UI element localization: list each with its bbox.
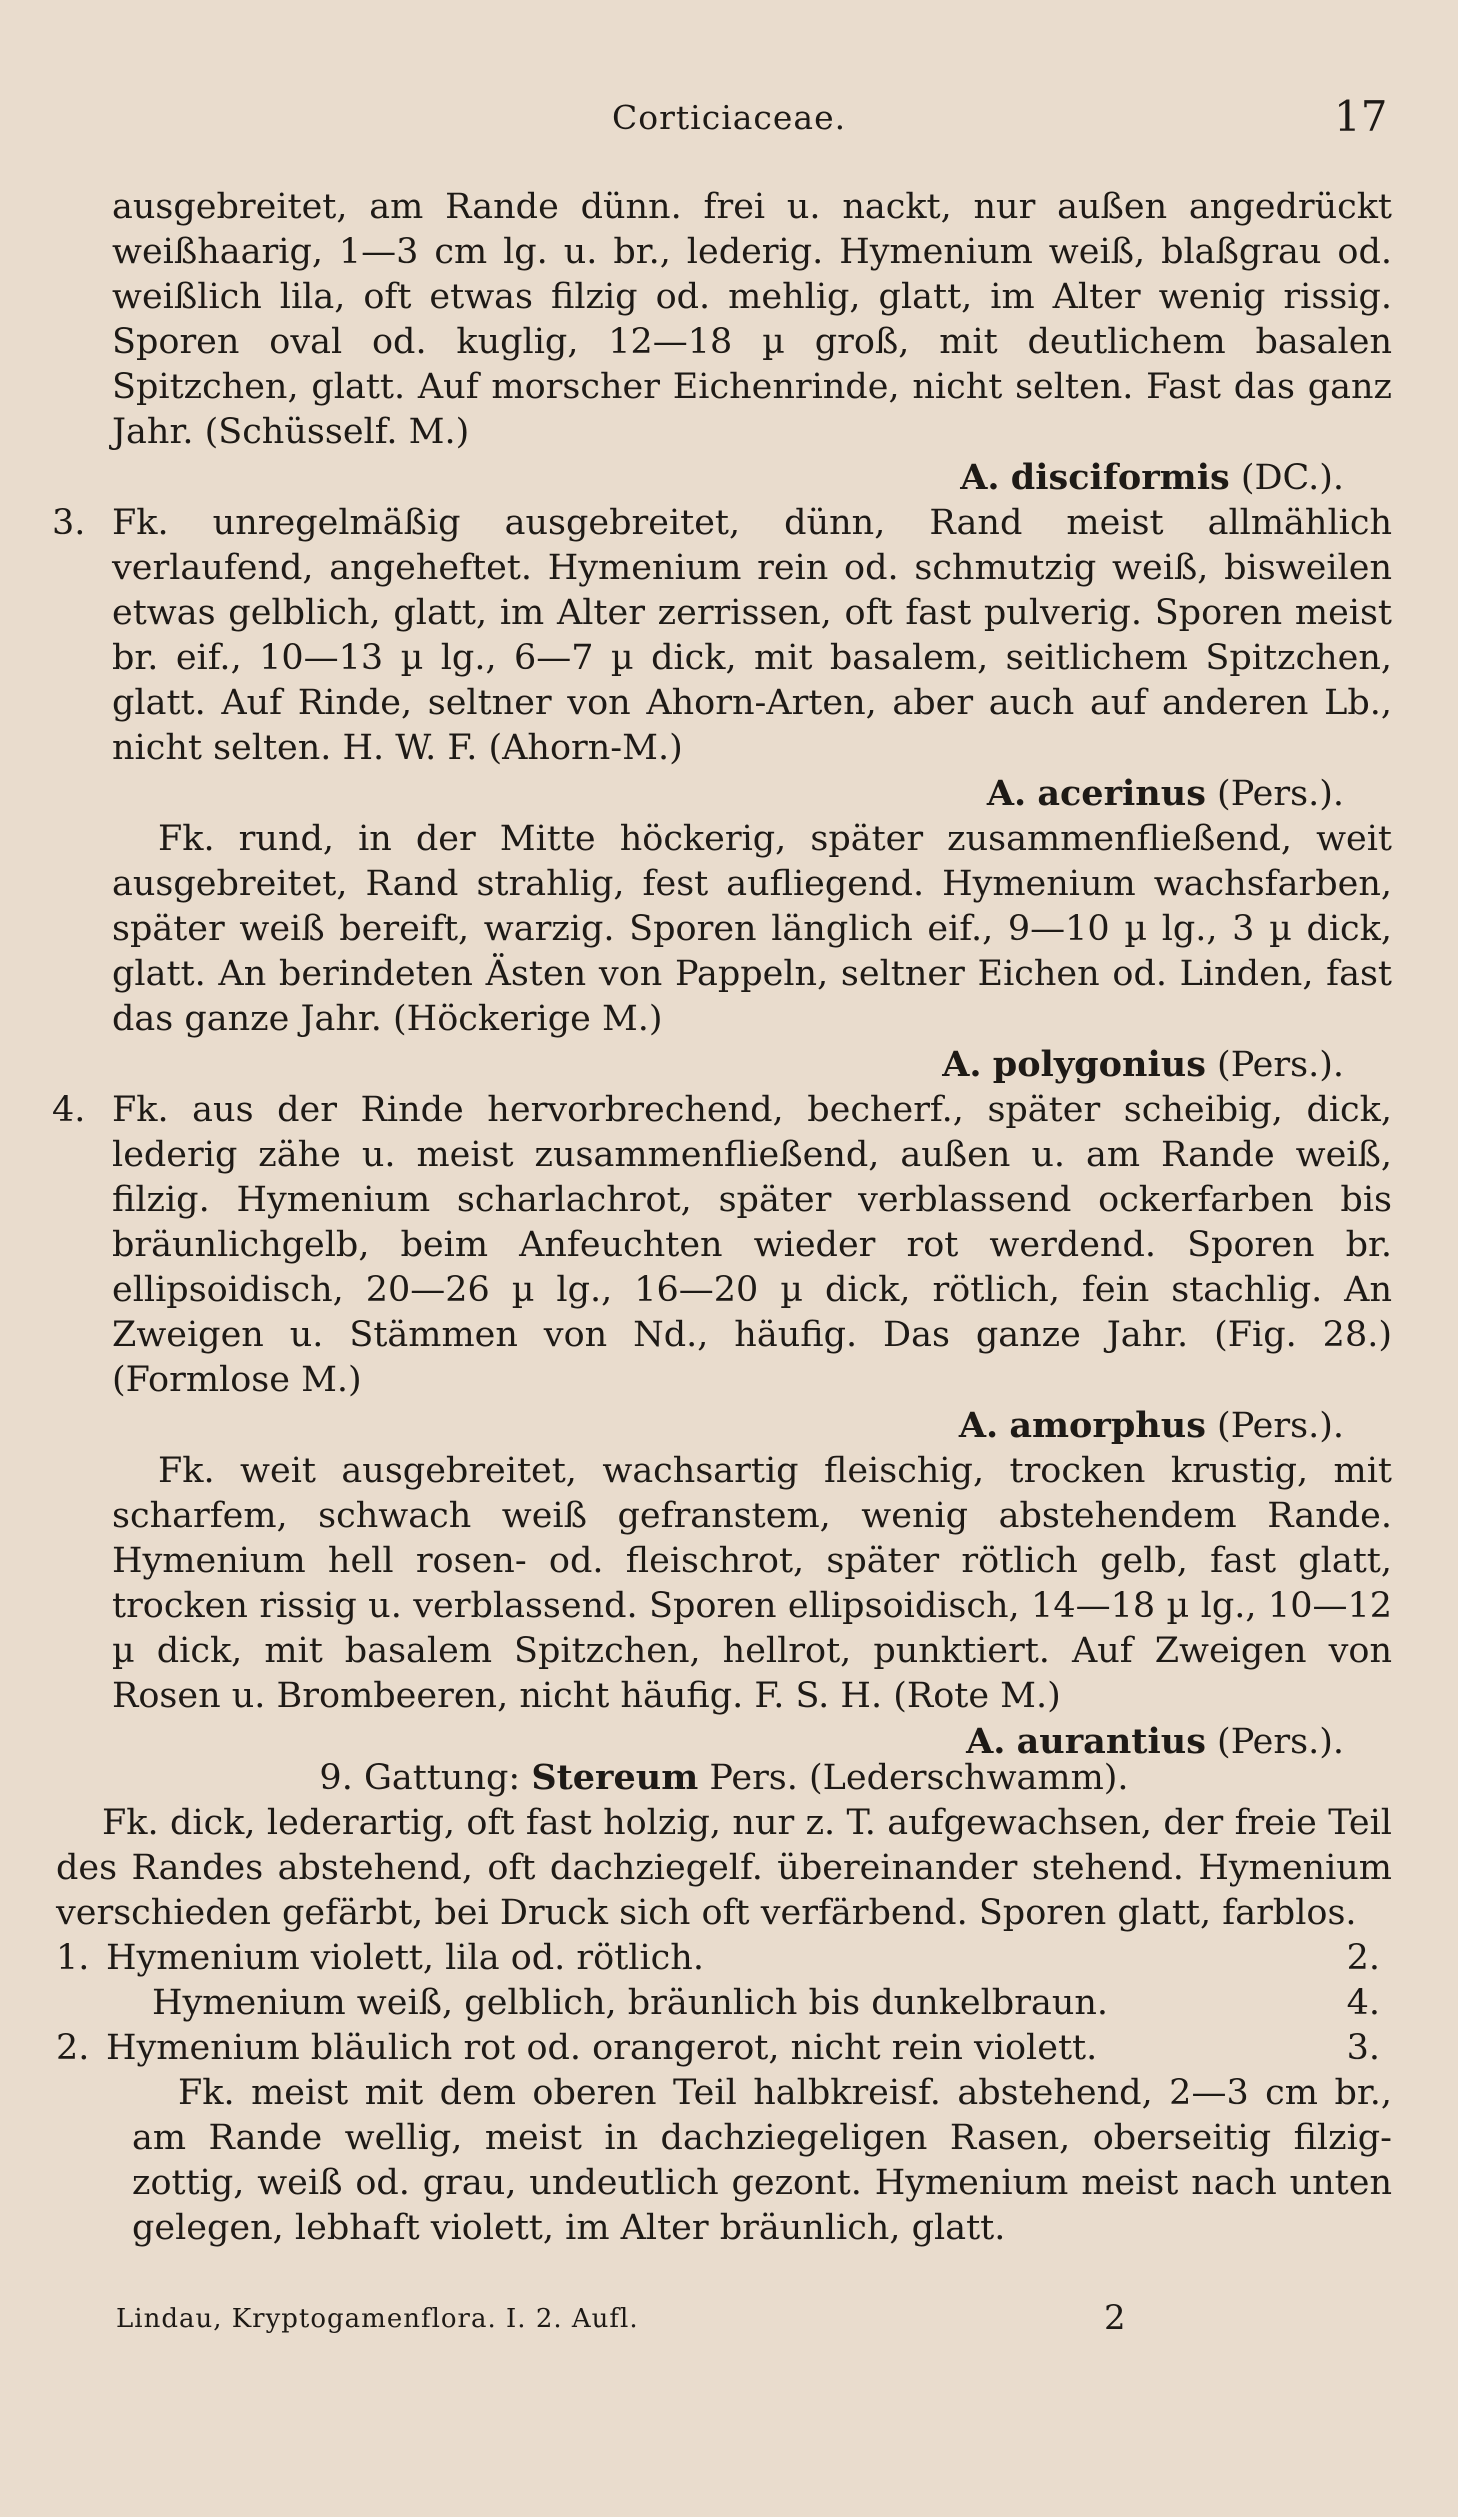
- key-number: 3.: [52, 503, 86, 543]
- key-reference: 3.: [1346, 2028, 1380, 2068]
- species-genus: A.: [942, 1044, 982, 1085]
- species-epithet: disciformis: [1010, 457, 1230, 498]
- key-reference: 2.: [1346, 1938, 1380, 1978]
- paragraph-text: Fk. weit ausgebreitet, wachsartig fleischig, trocken krustig, mit scharfem, schwach weiß gefranstem, wenig abstehendem Rande. Hymenium hell rosen- od. fleischrot, später rötlich gelb, fast glatt, trocken rissig u. verblassend. Sporen ellipsoidisch, 14—18 µ lg., 10—12 µ dick, mit basalem Spitzchen, hellrot, punktiert. Auf Zweigen von Rosen u. Brombeeren, nicht häufig. F. S. H. (Rote M.): [112, 1451, 1392, 1716]
- signature-mark: 2: [1104, 2298, 1127, 2338]
- running-title: Corticiaceae.: [612, 98, 847, 137]
- species-author: (Pers.).: [1217, 774, 1344, 814]
- last-paragraph-text: Fk. meist mit dem oberen Teil halbkreisf. abstehend, 2—3 cm br., am Rande wellig, meist in dachziegeligen Rasen, oberseitig filzig-zottig, weiß od. grau, undeutlich gezont. Hymenium meist nach unten gelegen, lebhaft violett, im Alter bräunlich, glatt.: [132, 2073, 1392, 2248]
- key-text: Hymenium weiß, gelblich, bräunlich bis dunkelbraun.: [152, 1983, 1109, 2023]
- paragraph-text: ausgebreitet, am Rande dünn. frei u. nackt, nur außen angedrückt weißhaarig, 1—3 cm lg. u. br., lederig. Hymenium weiß, blaßgrau od. weißlich lila, oft etwas filzig od. mehlig, glatt, im Alter wenig rissig. Sporen oval od. kuglig, 12—18 µ groß, mit deutlichem basalen Spitzchen, glatt. Auf morscher Eichenrinde, nicht selten. Fast das ganz Jahr. (Schüsself. M.): [112, 187, 1392, 452]
- page-footer: [116, 2298, 1216, 2348]
- key-number: 4.: [52, 1090, 86, 1130]
- species-name-amorphus: [112, 1403, 1392, 1449]
- key-line-1b: [80, 1981, 1392, 2026]
- stereum-section: [56, 1755, 1392, 2251]
- paragraph-text: Fk. aus der Rinde hervorbrechend, becherf., später scheibig, dick, lederig zähe u. meist zusammenfließend, außen u. am Rande weiß, filzig. Hymenium scharlachrot, später verblassend ockerfarben bis bräunlichgelb, beim Anfeuchten wieder rot werdend. Sporen br. ellipsoidisch, 20—26 µ lg., 16—20 µ dick, rötlich, fein stachlig. An Zweigen u. Stämmen von Nd., häufig. Das ganze Jahr. (Fig. 28.) (Formlose M.): [112, 1090, 1392, 1400]
- paragraph-amorphus: [52, 1088, 1392, 1403]
- species-epithet: polygonius: [992, 1044, 1206, 1085]
- key-line-2: [56, 2026, 1392, 2071]
- page-body: [52, 185, 1392, 1765]
- paragraph-polygonius: [112, 817, 1392, 1042]
- species-author: (Pers.).: [1217, 1406, 1344, 1446]
- species-author: (DC.).: [1240, 458, 1344, 498]
- species-epithet: aurantius: [1016, 1721, 1206, 1762]
- species-author: (Pers.).: [1217, 1045, 1344, 1085]
- species-genus: A.: [986, 773, 1027, 814]
- species-name-acerinus: [112, 771, 1392, 817]
- genus-heading-suffix: Pers. (Lederschwamm).: [709, 1758, 1129, 1798]
- paragraph-acerinus: [52, 501, 1392, 771]
- species-genus: A.: [960, 457, 1000, 498]
- paragraph-aurantius: [112, 1449, 1392, 1719]
- paragraph-text: Fk. rund, in der Mitte höckerig, später zusammenfließend, weit ausgebreitet, Rand strahlig, fest aufliegend. Hymenium wachsfarben, später weiß bereift, warzig. Sporen länglich eif., 9—10 µ lg., 3 µ dick, glatt. An berindeten Ästen von Pappeln, seltner Eichen od. Linden, fast das ganze Jahr. (Höckerige M.): [112, 819, 1392, 1039]
- last-paragraph: [56, 2071, 1392, 2251]
- species-genus: A.: [966, 1721, 1006, 1762]
- key-text: Hymenium violett, lila od. rötlich.: [106, 1938, 704, 1978]
- species-name-polygonius: [112, 1042, 1392, 1088]
- genus-heading: [56, 1755, 1392, 1801]
- species-name-disciformis: [112, 455, 1392, 501]
- key-line-1: [56, 1936, 1392, 1981]
- key-text: Hymenium bläulich rot od. orangerot, nicht rein violett.: [106, 2028, 1098, 2068]
- species-author: (Pers.).: [1217, 1722, 1344, 1762]
- genus-heading-prefix: 9. Gattung:: [319, 1758, 521, 1798]
- page-header: [0, 92, 1458, 152]
- paragraph-disciformis: [112, 185, 1392, 455]
- species-epithet: amorphus: [1009, 1405, 1206, 1446]
- species-genus: A.: [958, 1405, 999, 1446]
- key-number: 1.: [56, 1938, 90, 1978]
- footer-imprint: Lindau, Kryptogamenflora. I. 2. Aufl.: [116, 2304, 639, 2334]
- key-reference: 4.: [1346, 1983, 1380, 2023]
- genus-description: [56, 1801, 1392, 1936]
- genus-description-text: Fk. dick, lederartig, oft fast holzig, nur z. T. aufgewachsen, der freie Teil des Randes abstehend, oft dachziegelf. übereinander stehend. Hymenium verschieden gefärbt, bei Druck sich oft verfärbend. Sporen glatt, farblos.: [56, 1803, 1392, 1933]
- page-number: 17: [1334, 92, 1388, 141]
- species-epithet: acerinus: [1037, 773, 1206, 814]
- key-number: 2.: [56, 2028, 90, 2068]
- paragraph-text: Fk. unregelmäßig ausgebreitet, dünn, Rand meist allmählich verlaufend, angeheftet. Hymenium rein od. schmutzig weiß, bisweilen etwas gelblich, glatt, im Alter zerrissen, oft fast pulverig. Sporen meist br. eif., 10—13 µ lg., 6—7 µ dick, mit basalem, seitlichem Spitzchen, glatt. Auf Rinde, seltner von Ahorn-Arten, aber auch auf anderen Lb., nicht selten. H. W. F. (Ahorn-M.): [112, 503, 1392, 768]
- genus-heading-name: Stereum: [531, 1757, 699, 1798]
